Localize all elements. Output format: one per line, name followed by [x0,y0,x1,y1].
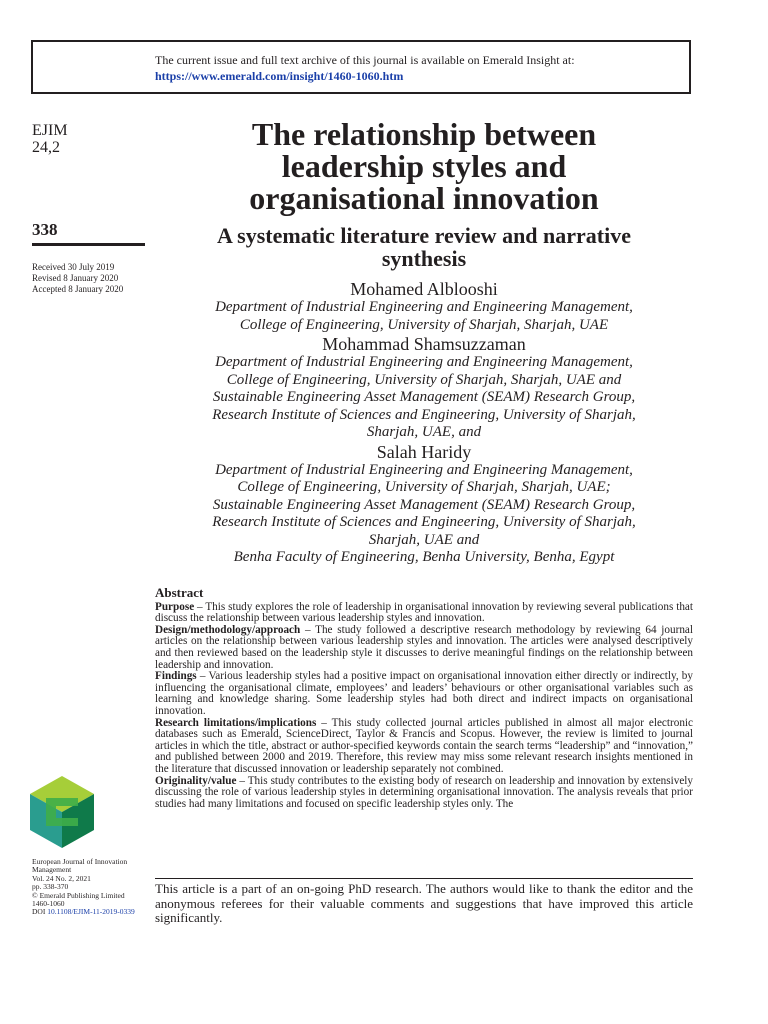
accepted-date: Accepted 8 January 2020 [32,284,124,294]
affiliation-line: Benha Faculty of Engineering, Benha University, Benha, Egypt [233,549,615,565]
affiliation-line: Sustainable Engineering Asset Management (SEAM) Research Group, [212,496,636,513]
author-name: Mohammad Shamsuzzaman [322,334,526,354]
article-subtitle [158,224,690,270]
doi-prefix: DOI [32,907,48,917]
abstract-purpose [155,602,693,625]
abstract-design [155,625,693,671]
affiliation-line: Department of Industrial Engineering and Engineering Management, [215,354,633,370]
section-label: Purpose [155,600,195,613]
author-name: Mohamed Alblooshi [350,279,498,299]
journal-url-link[interactable]: https://www.emerald.com/insight/1460-1060.htm [155,69,404,83]
affiliation-line: Department of Industrial Engineering and Engineering Management, [215,461,633,478]
revised-date: Revised 8 January 2020 [32,273,119,283]
title-line: The relationship between [251,116,597,152]
meta-copyright: © Emerald Publishing Limited [32,890,125,900]
publication-meta [32,858,135,917]
meta-volume: Vol. 24 No. 2, 2021 [32,873,91,883]
affiliation-line: College of Engineering, University of Sharjah, Sharjah, UAE [239,316,609,333]
meta-doi [32,908,135,916]
journal-logo-icon [30,776,94,848]
subtitle-line: synthesis [381,246,467,271]
section-label: Research limitations/implications [155,716,317,729]
section-text: – Various leadership styles had a positive impact on organisational innovation either directly or indirectly, by influencing the organisational climate, employees’ and leaders’ behaviours or other organisational variables such as learning and knowledge sharing. Some leadership styles had both direct and indirect impacts on organisational innovation. [155,670,693,717]
affiliation-line: Sharjah, UAE and [368,531,480,548]
abstract-findings [155,671,693,717]
affiliation-line: College of Engineering, University of Sharjah, Sharjah, UAE and [226,371,622,388]
section-text: – This study contributes to the existing body of research on leadership and innovation by extensively discussing the role of various leadership styles in determining organisational innovation. The analysis reveals that prior studies had many limitations and focused on specific leadership styles only. The [155,774,693,810]
section-label: Originality/value [155,774,237,787]
section-text: – This study explores the role of leadership in organisational innovation by reviewing several publications that discuss the relationship between various leadership styles and innovation. [155,600,693,625]
volume-issue: 24,2 [32,139,60,156]
title-line: organisational innovation [249,180,599,216]
affiliation-line: Research Institute of Sciences and Engineering, University of Sharjah, [212,514,636,530]
article-dates [32,262,123,295]
affiliation-line: Sharjah, UAE, and [366,424,482,440]
received-date: Received 30 July 2019 [32,262,115,272]
abstract-limitations [155,718,693,776]
meta-journal: Management [32,865,72,875]
meta-issn: 1460-1060 [32,899,65,909]
affiliation-line: College of Engineering, University of Sharjah, Sharjah, UAE; [237,479,611,495]
margin-rule [32,243,145,246]
author-affiliation [158,299,690,334]
meta-journal: European Journal of Innovation [32,857,128,866]
section-label: Findings [155,670,197,683]
doi-link[interactable]: 10.1108/EJIM-11-2019-0339 [47,907,135,917]
banner-text: The current issue and full text archive of this journal is available on Emerald Insight at: [155,53,575,67]
author-affiliation [158,462,690,567]
journal-availability-banner [31,40,691,94]
abstract-heading: Abstract [155,585,204,600]
affiliation-line: Department of Industrial Engineering and Engineering Management, [215,299,633,315]
journal-volume-label [32,122,68,156]
author-list [158,279,690,567]
author-name: Salah Haridy [376,441,472,462]
section-text: – This study collected journal articles published in almost all major electronic databases such as Emerald, ScienceDirect, Taylor & Francis and Scopus. However, the review is limited to journal articles in which the title, abstract or author-specified keywords contain the search terms “leadership” and “innovation,” and published between 2000 and 2019. Therefore, this review may miss some relevant research insights mentioned in the literature that discussed innovation or leadership separately not combined. [155,716,693,775]
section-label: Design/methodology/approach [155,623,301,636]
section-text: – The study followed a descriptive research methodology by reviewing 64 journal articles on the relationship between various leadership styles and innovation. The articles were analysed descriptively and then reviewed based on the leadership style it discusses to derive meaningful findings on the relationship between leadership and innovation. [155,623,693,671]
article-title [158,118,690,214]
meta-pages: pp. 338-370 [32,882,69,892]
abstract-originality [155,776,693,811]
affiliation-line: Research Institute of Sciences and Engineering, University of Sharjah, [212,406,636,423]
page-number: 338 [32,220,58,239]
footnote: This article is a part of an on-going PhD research. The authors would like to thank the editor and the anonymous referees for their valuable comments and suggestions that have improved this article significantly. [155,878,693,926]
abstract [155,587,693,810]
affiliation-line: Sustainable Engineering Asset Management (SEAM) Research Group, [212,389,636,405]
journal-abbrev: EJIM [32,122,68,139]
title-line: leadership styles and [281,148,567,184]
subtitle-line: A systematic literature review and narrative [216,223,632,248]
author-affiliation [158,354,690,442]
